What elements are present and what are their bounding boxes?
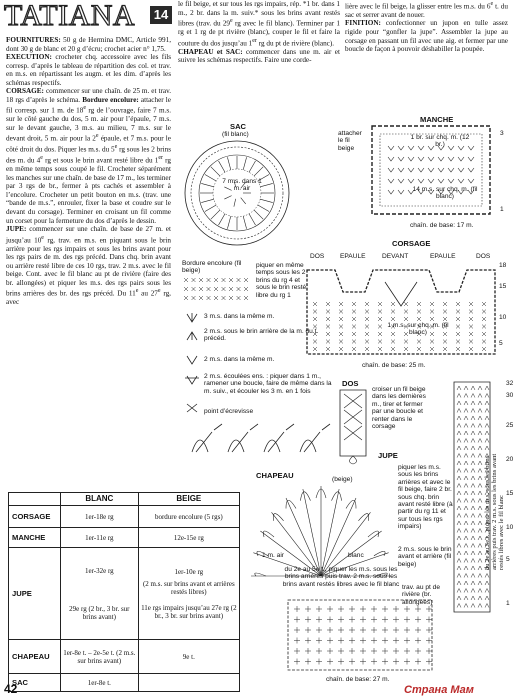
- dos-title: DOS: [342, 379, 359, 388]
- bordure-note: piquer en même temps sous les 2 brins du rg 4 et sous le brin resté libre du rg 1: [256, 262, 307, 299]
- pattern-number-badge: 14: [150, 6, 172, 24]
- corsage-head-dos-right: DOS: [476, 253, 491, 260]
- attacher-note: attacher le fil beige: [338, 130, 362, 152]
- cell-beige: [138, 548, 239, 640]
- row-label: SAC: [9, 674, 61, 692]
- row-label: JUPE: [9, 548, 61, 640]
- chapeau-title: CHAPEAU: [256, 471, 294, 480]
- row-label: CHAPEAU: [9, 640, 61, 674]
- jupe-note-1: piquer les m.s. sous les brins arrières et avec le fil beige, faire 2 br. sous chq. brin avant resté libre (à partir du rg 11 et sur tous les rgs impairs): [398, 464, 453, 531]
- cell-beige: bordure encolure (5 rgs): [138, 506, 239, 528]
- page-number: 42: [4, 682, 18, 696]
- jupe-row-10: 10: [506, 524, 514, 531]
- paragraph-1-4: JUPE: commencer sur une chaîn. de base de 27 m. et jusqu’au 10e rg, trav. en m.s. en piquant sous le brin arrière pour les rgs impairs et sous les brins avant pour les rgs pairs de m. des rgs précéd. Dans chq. brin avant ou arrière resté libre de ces 10 rgs, trav. 2 m.s. avec le fil beige. Cont. avec le fil blanc au pt de rivière (faire des br. allongées) et piquer les m.s. des rgs pairs sous les brins arrières des br. des rgs précéd. Du 11e au 27e rg, avec: [6, 225, 171, 307]
- corsage-head-devant: DEVANT: [382, 253, 409, 260]
- legend-item-3: 2 m.s. dans la même m.: [204, 356, 275, 363]
- dos-note: croiser un fil beige dans les dernières m., tirer et fermer par une boucle et renter dans le corsage: [372, 386, 426, 431]
- sac-yarn-label: (fil blanc): [222, 131, 249, 138]
- table-corner: [9, 493, 61, 506]
- paragraph-2-2: CHAPEAU et SAC: commencer dans une m. air et suivre les schémas respectifs. Faire une corde-: [178, 47, 340, 65]
- row-label: MANCHE: [9, 528, 61, 548]
- jupe-title: JUPE: [378, 451, 398, 460]
- chapeau-base-diagram: [286, 598, 436, 674]
- sac-diagram: [182, 138, 292, 248]
- chapeau-air-label: 1 m. air: [262, 552, 284, 559]
- manche-top-note: 1 br. sur chq. m. (12 br.): [410, 134, 470, 149]
- table-row: [9, 674, 240, 692]
- color-distribution-table: [8, 492, 240, 692]
- manche-title: MANCHE: [420, 115, 454, 124]
- paragraph-3-1: lière avec le fil beige, la glisser entre les m.s. du 6e t. du sac et serrer avant de nouer.: [345, 1, 508, 19]
- text-column-3: [345, 0, 508, 54]
- row-label: CORSAGE: [9, 506, 61, 528]
- paragraph-3-2: FINITION: confectionner un jupon en tulle assez rigide pour “gonfler la jupe”. Assembler la jupe au corsage en passant un fil avec une aig. et fermer par une boucle de façon à pouvoir déshabiller la poupée.: [345, 19, 508, 54]
- vertical-note: du 2e au 5e t., piquer les m.s. sous les brins arrières puis trav. 2 m.s. sous les brins avant restés libres avec le fil blanc: [484, 453, 506, 570]
- table-header-blanc: BLANC: [61, 493, 139, 506]
- jupe-row-25: 25: [506, 422, 514, 429]
- table-header-beige: BEIGE: [138, 493, 239, 506]
- cell-beige-line2: (2 m.s. sur brins avant et arrières restés libres): [142, 579, 235, 596]
- cell-blanc: 1er-8e t. – 2e-5e t. (2 m.s. sur brins avant): [61, 640, 139, 674]
- table-row: [9, 548, 240, 640]
- cell-beige: 12e-15e rg: [138, 528, 239, 548]
- legend-item-1: 3 m.s. dans la même m.: [204, 313, 275, 320]
- paragraph-1-3: CORSAGE: commencer sur une chaîn. de 25 m. et trav. 18 rgs d’après le schéma. Bordure encolure: attacher le fil corresp. sur 1 m. de 18e rg de l’ouvrage, faire 7 m.s. sur le côté gauche du dos, 5 m. air pour l’épaule, 7 m.s. sur le devant gauche, 3 m.s. au milieu, 7 m.s. sur le devant droit, 5 m. air pour la 2e épaule, et 7 m.s. pour le côté droit du dos. Piquer les m.s. du 5e rg sous les 2 brins des m. du 4e rg et sous le brin avant resté libre du 1er rg en même temps sous coupé le fil. Crocheter séparément les manches sur une chaîn. de base de 17 m., les terminer par 3 rgs de br., fermer à pts cachés et assembler à l’encolure. Crocheter un petit bouton en m.s. (trav. une “bande de m.s.”, enrouler, fixer la base et coudre sur le devant du corsage). Terminer en croisant un fil comme un corset pour la fermeture du dos d’après le dessin.: [6, 87, 172, 225]
- legend-item-5: point d’écrevisse: [204, 408, 254, 415]
- manche-mid-note: 14 m.s. sur chq. m. (fil blanc): [412, 186, 478, 201]
- manche-row-1: 1: [500, 206, 504, 213]
- chapeau-blanc-label: blanc: [348, 552, 364, 559]
- chapeau-base-note: chaîn. de base: 27 m.: [326, 676, 390, 683]
- jupe-row-30: 30: [506, 392, 514, 399]
- sac-title: SAC: [230, 122, 247, 131]
- chapeau-beige-label: (beige): [332, 476, 353, 483]
- jupe-note-3: trav. au pt de rivière (br. allongées): [402, 584, 440, 606]
- table-row: [9, 528, 240, 548]
- jupe-row-32: 32: [506, 380, 514, 387]
- corsage-head-epaule-left: EPAULE: [340, 253, 366, 260]
- cell-beige-line3: 11e rgs impairs jusqu’au 27e rg (2 br., 3 br. sur brins avant): [141, 603, 237, 620]
- corsage-row-5: 5: [499, 340, 503, 347]
- manche-row-3: 3: [500, 130, 504, 137]
- legend-item-2: 2 m.s. sous le brin arrière de la m. du t. précéd.: [204, 328, 319, 343]
- cell-beige-line1: 1er-10e rg: [174, 567, 204, 576]
- point-ecrevisse-illustration: [188, 422, 338, 462]
- cell-blanc: 1er-11e rg: [61, 528, 139, 548]
- corsage-row-10: 10: [499, 314, 507, 321]
- paragraph-2-1: le fil beige, et sur tous les rgs impairs, rép. *1 br. dans 1 m., 2 br. dans la m. suiv.* sous les brins avant restés libres (trav. du 29e rg avec le fil blanc). Terminer par 1 rg et 1 rg de pt rivière (blanc), couper le fil et faire la couture du dos jusqu’au 1er rg du pt de rivière (blanc).: [178, 0, 340, 47]
- jupe-row-15: 15: [506, 490, 514, 497]
- corsage-head-dos-left: DOS: [310, 253, 325, 260]
- corsage-row-18: 18: [499, 262, 507, 269]
- paragraph-1-1: FOURNITURES: 50 g de Hermina DMC, Article 991, dont 30 g de blanc et 20 g d’écru; crochet acier n° 1,75.: [6, 36, 171, 53]
- cell-beige: 9e t.: [138, 640, 239, 674]
- paragraph-1-2: EXECUTION: crocheter chq. accessoire avec les fils corresp. d’après le tableau de répartition des col. et trav. en m.s. en répartissant les augm. et les dim. d’après les schémas respectifs.: [6, 53, 171, 87]
- corsage-row-15: 15: [499, 283, 507, 290]
- cell-blanc: 1er-8e t.: [61, 674, 139, 692]
- jupe-row-5: 5: [506, 556, 510, 563]
- jupe-note-2: 2 m.s. sous le brin avant et arrière (fil beige): [398, 546, 452, 568]
- jupe-row-20: 20: [506, 456, 514, 463]
- table-row: [9, 640, 240, 674]
- sac-center-note: 7 m.s. dans 1 m. air: [222, 178, 262, 193]
- table-row: [9, 506, 240, 528]
- dos-diagram: [336, 388, 370, 464]
- manche-base-note: chaîn. de base: 17 m.: [410, 222, 474, 229]
- bordure-title: Bordure encolure (fil beige): [182, 260, 242, 275]
- text-column-1: [6, 36, 171, 307]
- bordure-diagram: [182, 276, 252, 306]
- watermark: Страна Мам: [404, 684, 474, 696]
- corsage-title: CORSAGE: [392, 239, 431, 248]
- chapeau-note: du 2e au 5e t., piquer les m.s. sous les brins arrières puis trav. 2 m.s. sous les brins avant restés libres avec le fil blanc: [282, 566, 400, 588]
- legend-symbols: [184, 312, 200, 420]
- corsage-base-note: chaîn. de base: 25 m.: [362, 362, 426, 369]
- cell-beige: [138, 674, 239, 692]
- text-column-2: [178, 0, 340, 65]
- jupe-row-1: 1: [506, 600, 510, 607]
- corsage-mid-note: 1 m.s. sur chq. m. (fil blanc): [387, 322, 449, 337]
- cell-blanc: [61, 548, 139, 640]
- cell-blanc-line1: 1er-32e rg: [84, 566, 114, 575]
- page-title: TATIANA: [4, 0, 136, 32]
- corsage-head-epaule-right: EPAULE: [430, 253, 456, 260]
- cell-blanc: 1er-18e rg: [61, 506, 139, 528]
- cell-blanc-line2: 29e rg (2 br., 3 br. sur brins avant): [69, 604, 130, 621]
- chapeau-diagram: [246, 480, 396, 580]
- corsage-diagram: [305, 262, 497, 358]
- legend-item-4: 2 m.s. écoulées ens. : piquer dans 1 m., ramener une boucle, faire de même dans la m. suiv., et écouler les 3 m. en 1 fois: [204, 373, 332, 395]
